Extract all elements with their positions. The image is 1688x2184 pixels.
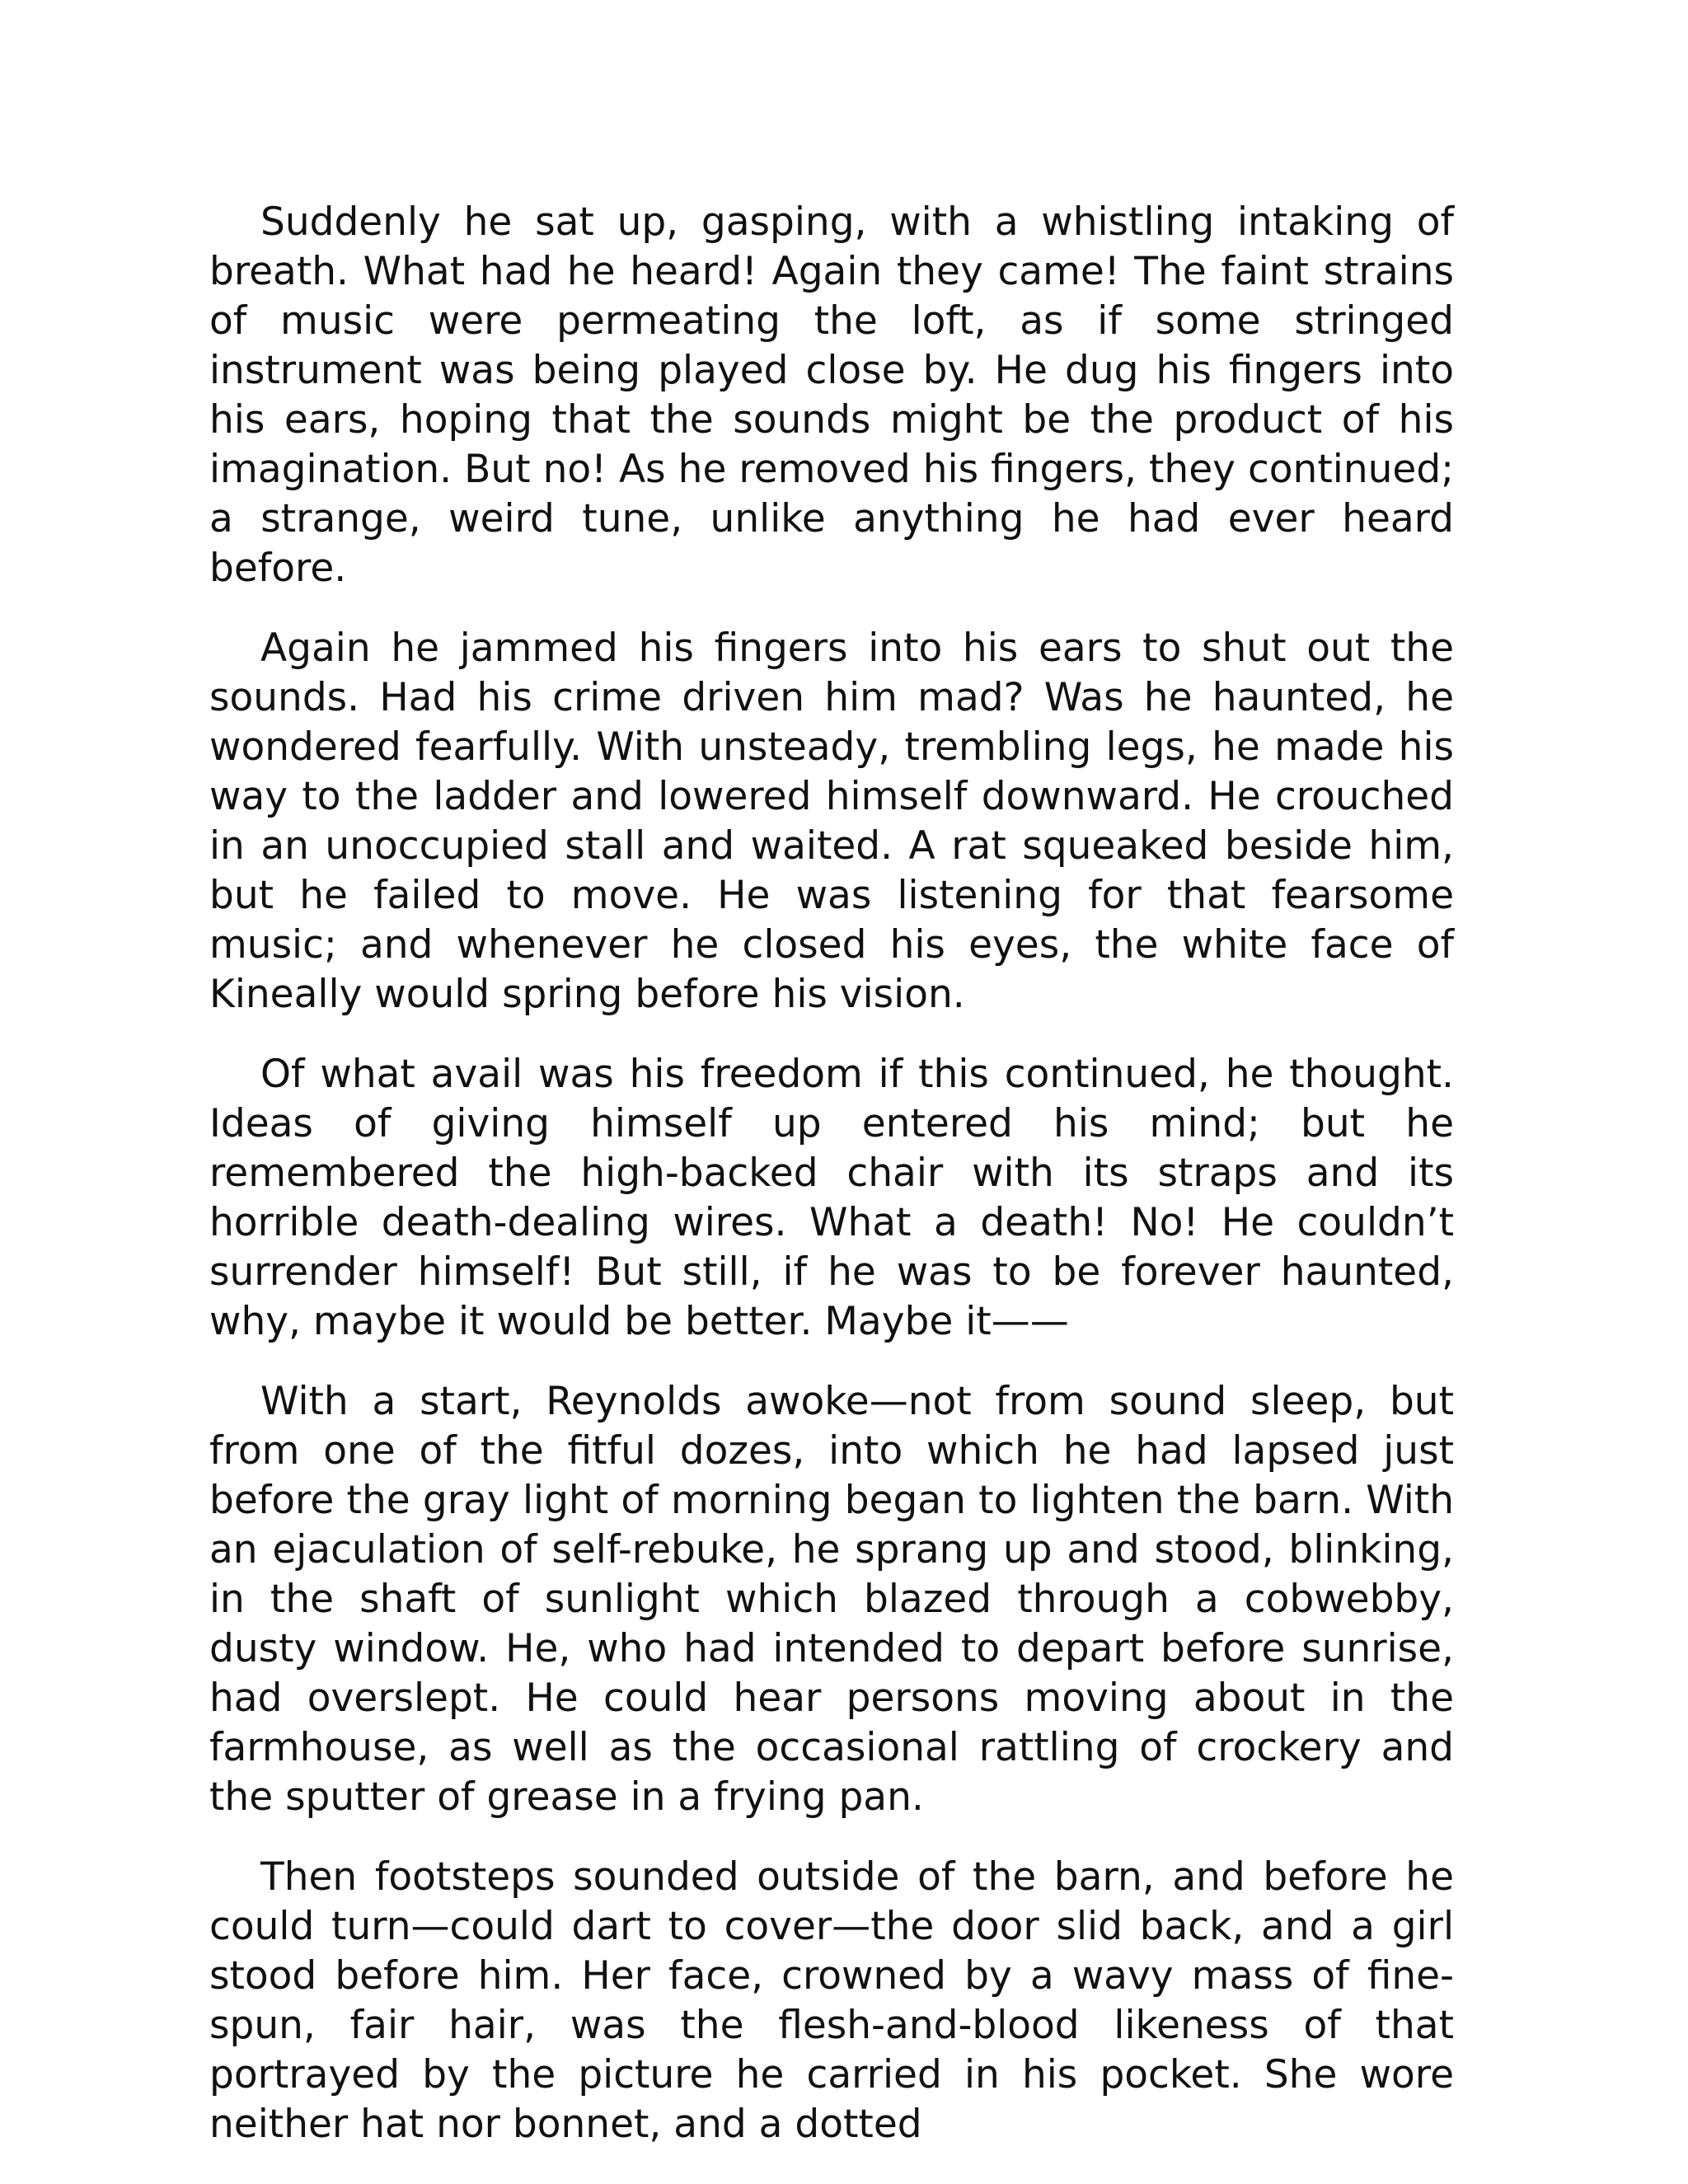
paragraph: Of what avail was his freedom if this continued, he thought. Ideas of giving himself up entered his mind; but he remembered the high-backed chair with its straps and its horrible death-dealing wires. What a death! No! He couldn’t surrender himself! But still, if he was to be forever haunted, why, maybe it would be better. Maybe it—— [209,1052,1454,1344]
body-text [209,198,1454,2180]
paragraph: Then footsteps sounded outside of the barn, and before he could turn—could dart to cover—the door slid back, and a girl stood before him. Her face, crowned by a wavy mass of fine-spun, fair hair, was the flesh-and-blood likeness of that portrayed by the picture he carried in his pocket. She wore neither hat nor bonnet, and a dotted [209,1854,1454,2147]
paragraph: With a start, Reynolds awoke—not from sound sleep, but from one of the fitful dozes, into which he had lapsed just before the gray light of morning began to lighten the barn. With an ejaculation of self-rebuke, he sprang up and stood, blinking, in the shaft of sunlight which blazed through a cobwebby, dusty window. He, who had intended to depart before sunrise, had overslept. He could hear persons moving about in the farmhouse, as well as the occasional rattling of crockery and the sputter of grease in a frying pan. [209,1379,1454,1820]
paragraph: Suddenly he sat up, gasping, with a whistling intaking of breath. What had he heard! Again they came! The faint strains of music were permeating the loft, as if some stringed instrument was being played close by. He dug his fingers into his ears, hoping that the sounds might be the product of his imagination. But no! As he removed his fingers, they continued; a strange, weird tune, unlike anything he had ever heard before. [209,199,1454,591]
paragraph: Again he jammed his fingers into his ears to shut out the sounds. Had his crime driven him mad? Was he haunted, he wondered fearfully. With unsteady, trembling legs, he made his way to the ladder and lowered himself downward. He crouched in an unoccupied stall and waited. A rat squeaked beside him, but he failed to move. He was listening for that fearsome music; and whenever he closed his eyes, the white face of Kineally would spring before his vision. [209,626,1454,1017]
